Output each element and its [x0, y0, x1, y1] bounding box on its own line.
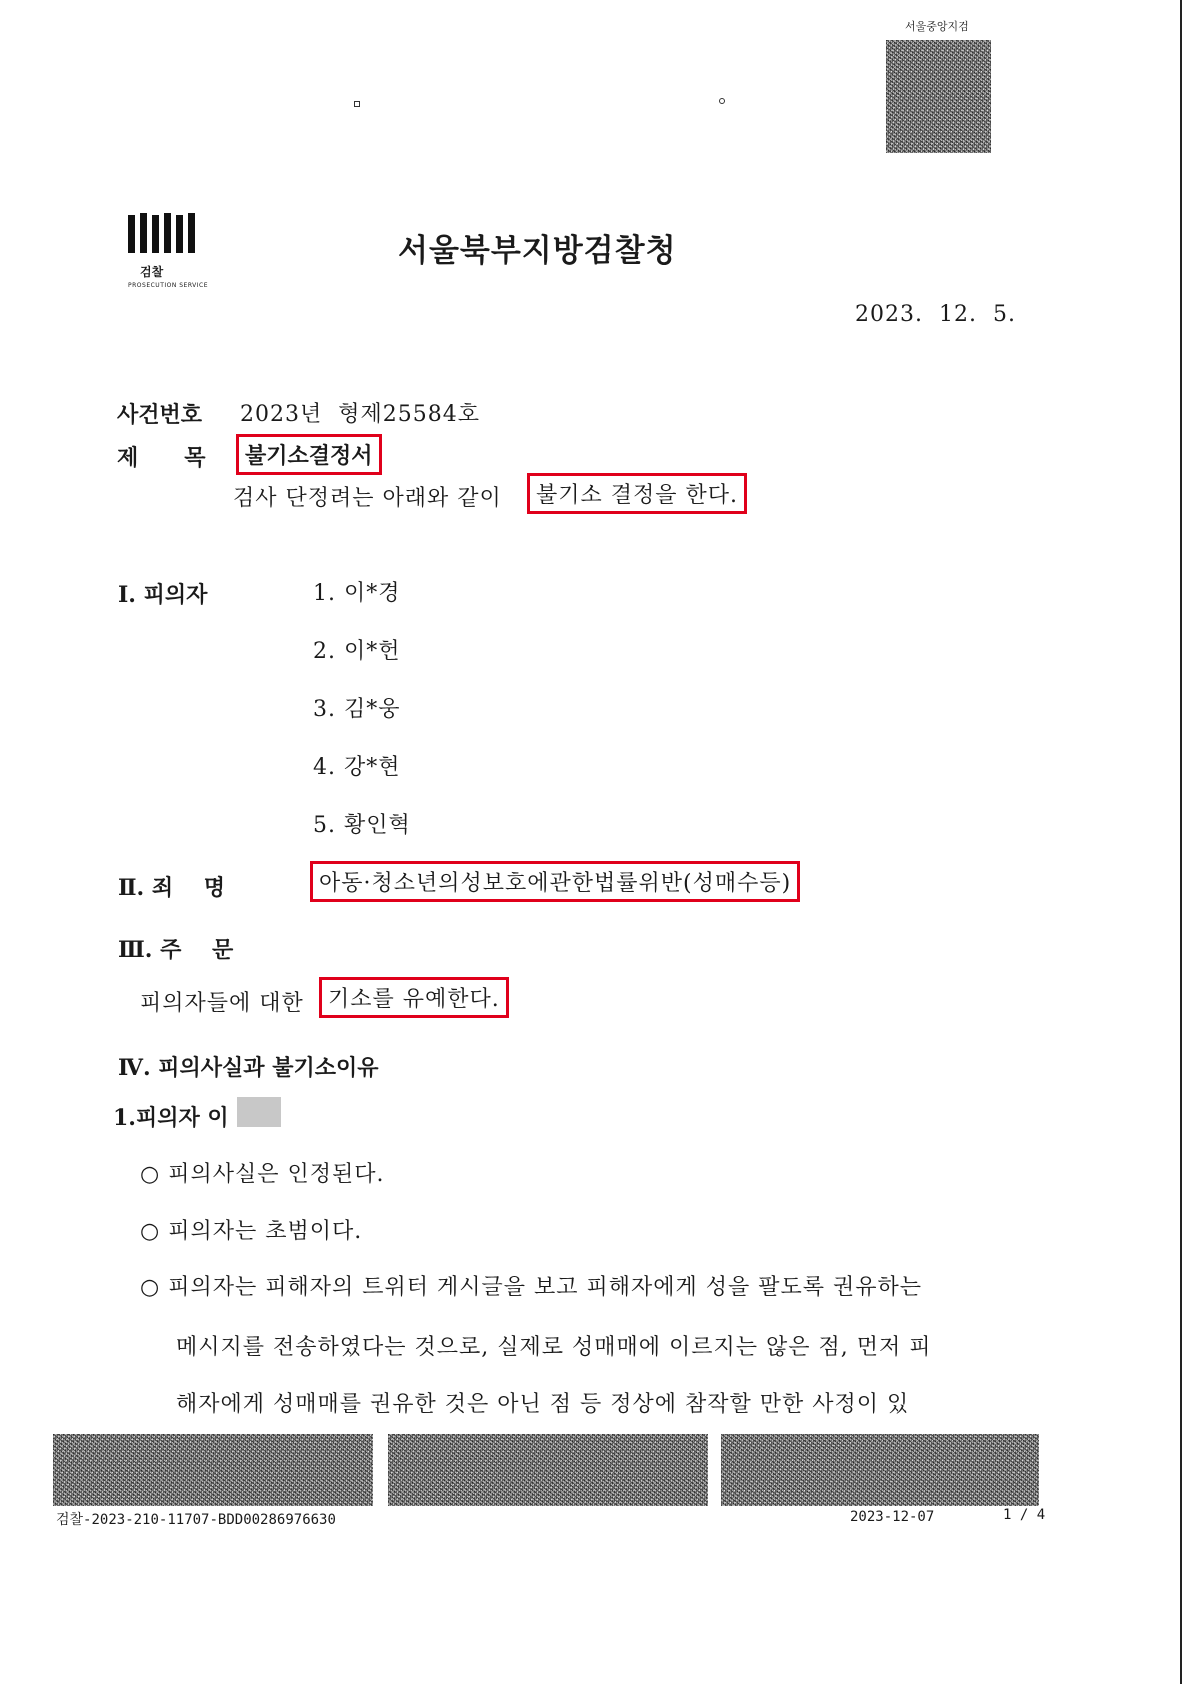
security-code-bottom: [721, 1434, 1039, 1506]
security-code-top: [886, 40, 991, 153]
print-date: 2023-12-07: [850, 1509, 935, 1525]
page-edge-rule: [1180, 0, 1182, 1684]
scan-mark: [354, 101, 360, 107]
reason-continuation: 메시지를 전송하였다는 것으로, 실제로 성매매에 이르지는 않은 점, 먼저 피: [176, 1335, 932, 1360]
office-name: 서울북부지방검찰청: [398, 233, 677, 269]
suspect-item: 4. 강*현: [313, 755, 401, 780]
logo-bars-icon: [128, 213, 208, 253]
logo-subtext: PROSECUTION SERVICE: [128, 282, 209, 289]
intro-text: 검사 단정려는 아래와 같이: [233, 486, 502, 511]
suspects-label: Ⅰ. 피의자: [118, 582, 208, 608]
suspect-item: 2. 이*헌: [313, 639, 401, 664]
logo-text: 검찰: [140, 265, 164, 279]
suspect-item: 3. 김*웅: [313, 697, 401, 722]
order-label: Ⅲ. 주 문: [118, 937, 234, 963]
document-id: 검찰-2023-210-11707-BDD00286976630: [56, 1512, 336, 1528]
order-highlight: 기소를 유예한다.: [319, 977, 509, 1018]
prosecution-logo: [128, 213, 208, 289]
case-number-label: 사건번호: [117, 402, 203, 428]
title-label: 제 목: [117, 445, 206, 471]
redacted-name: [237, 1097, 281, 1127]
case-number-value: 2023년 형제25584호: [240, 402, 480, 427]
suspect-item: 5. 황인혁: [313, 813, 411, 838]
intro-highlight: 불기소 결정을 한다.: [527, 473, 747, 514]
suspect-subheading: 1.피의자 이: [113, 1105, 229, 1131]
charge-label: Ⅱ. 죄 명: [118, 875, 226, 901]
document-date: 2023. 12. 5.: [855, 302, 1016, 327]
reason-bullet: ○ 피의자는 초범이다.: [140, 1219, 363, 1244]
page-number: 1 / 4: [1003, 1507, 1046, 1523]
charge-value: 아동·청소년의성보호에관한법률위반(성매수등): [310, 861, 800, 902]
scan-mark: [719, 98, 725, 104]
order-text: 피의자들에 대한: [140, 991, 304, 1016]
seal-caption: 서울중앙지검: [905, 20, 969, 33]
security-code-bottom: [388, 1434, 708, 1506]
security-code-bottom: [53, 1434, 373, 1506]
reason-continuation: 해자에게 성매매를 권유한 것은 아닌 점 등 정상에 참작할 만한 사정이 있: [176, 1392, 910, 1417]
suspect-item: 1. 이*경: [313, 581, 401, 606]
title-value: 불기소결정서: [236, 434, 382, 475]
reason-bullet: ○ 피의자는 피해자의 트위터 게시글을 보고 피해자에게 성을 팔도록 권유하는: [140, 1275, 922, 1300]
reason-bullet: ○ 피의사실은 인정된다.: [140, 1162, 385, 1187]
reasons-label: Ⅳ. 피의사실과 불기소이유: [118, 1055, 379, 1081]
